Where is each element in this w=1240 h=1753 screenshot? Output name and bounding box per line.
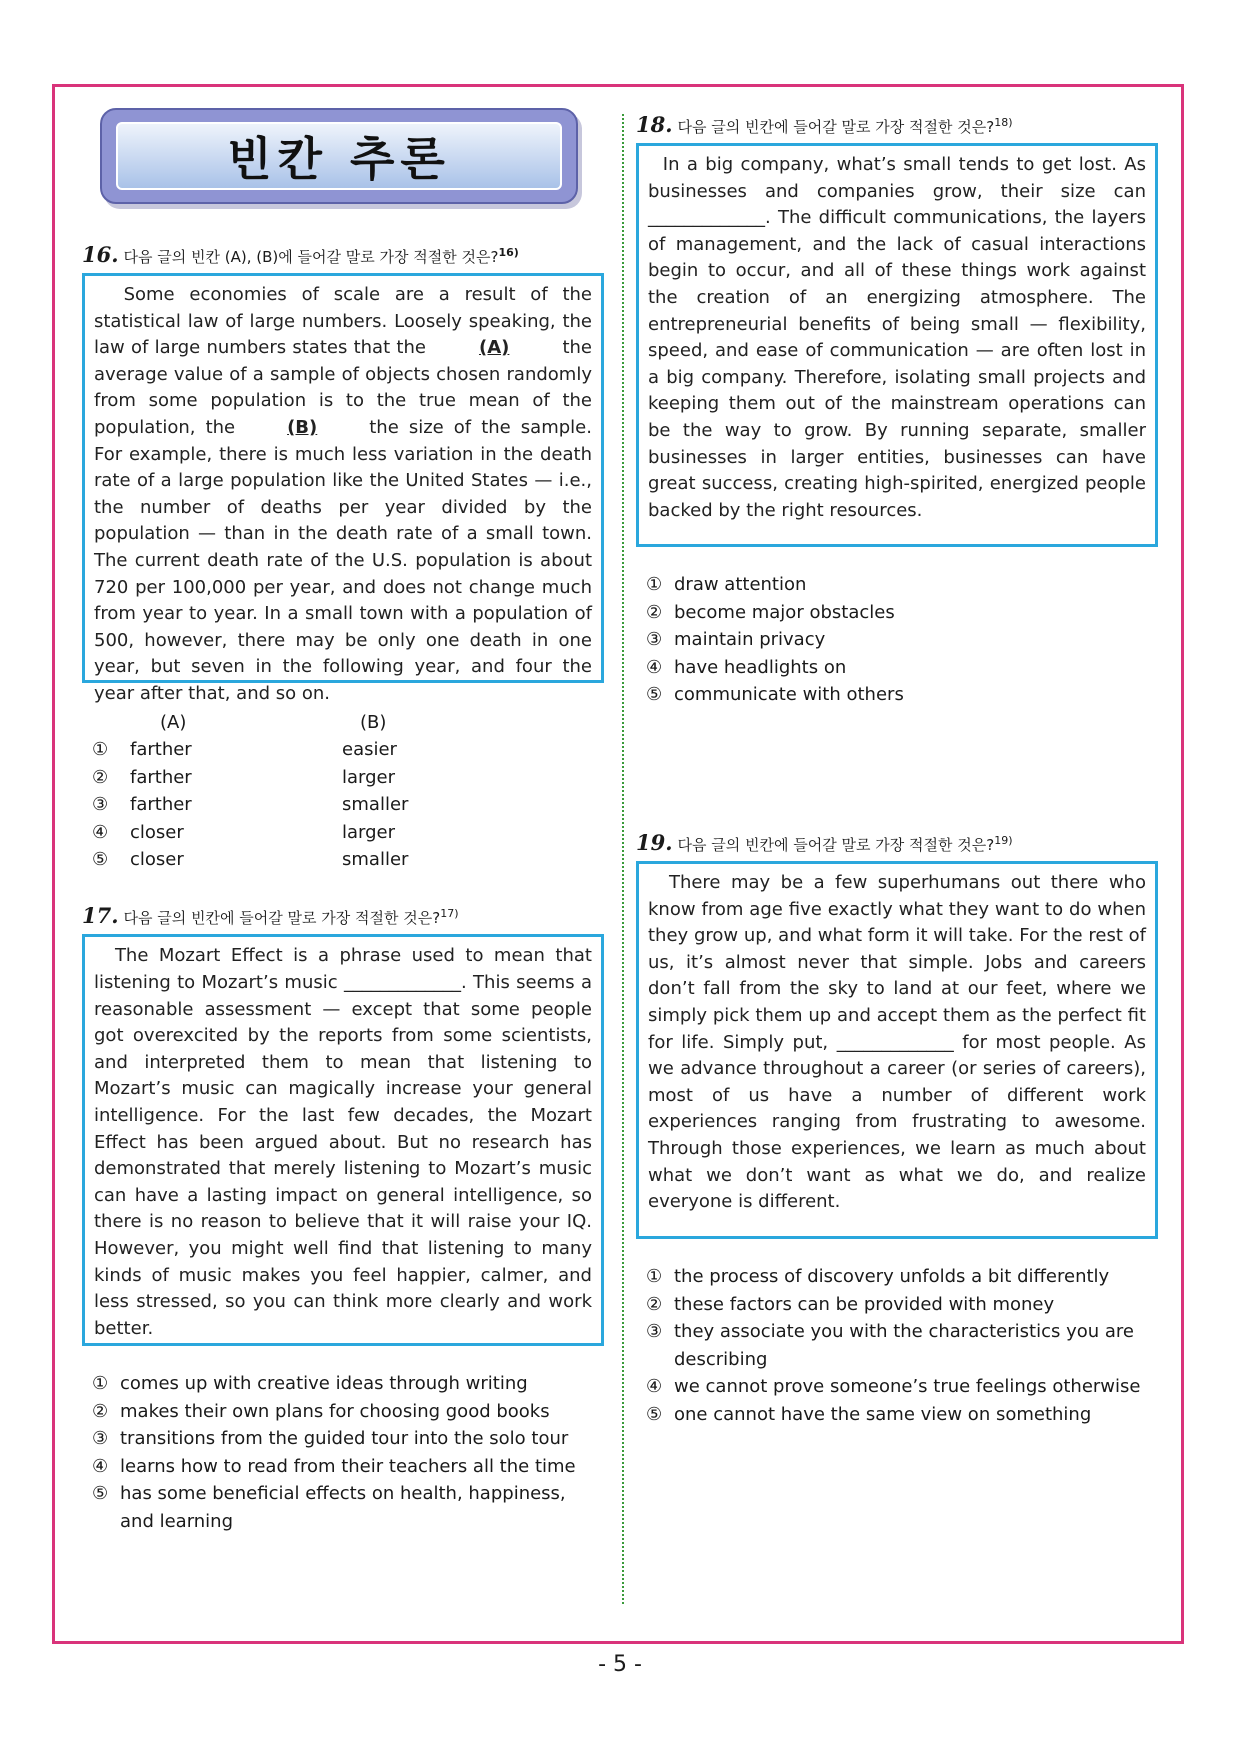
option-a-value: farther xyxy=(130,766,192,788)
option-text: we cannot prove someone’s true feelings otherwise xyxy=(674,1376,1141,1397)
option-mark: ⑤ xyxy=(92,849,109,871)
blank-a xyxy=(434,335,554,362)
option-text: learns how to read from their teachers all the time xyxy=(120,1455,576,1477)
option-mark: ② xyxy=(646,601,663,623)
option-text: comes up with creative ideas through writing xyxy=(120,1373,528,1395)
question-19 xyxy=(636,830,1158,1428)
question-16-footnote: 16) xyxy=(498,246,519,259)
question-18-number: 18. xyxy=(636,112,673,137)
option-a-value: closer xyxy=(130,849,184,871)
option-text: one cannot have the same view on something xyxy=(674,1403,1092,1425)
question-17 xyxy=(82,903,604,1535)
passage-text: The Mozart Effect is a phrase used to mean that listening to Mozart’s music xyxy=(94,945,592,994)
question-18-instruction: 다음 글의 빈칸에 들어갈 말로 가장 적절한 것은? xyxy=(677,118,995,136)
option-mark: ⑤ xyxy=(92,1483,109,1505)
question-17-number: 17. xyxy=(82,903,119,929)
option-mark: ① xyxy=(92,1373,109,1395)
question-19-number: 19. xyxy=(636,830,673,855)
option-a-value: closer xyxy=(130,821,184,843)
blank-b-label: (B) xyxy=(287,416,318,438)
option-mark: ③ xyxy=(92,794,109,816)
option-4[interactable] xyxy=(636,654,1158,682)
option-text: has some beneficial effects on health, happiness, and learning xyxy=(120,1483,566,1532)
column-divider xyxy=(622,114,624,1604)
option-text: have headlights on xyxy=(674,656,847,678)
option-3[interactable] xyxy=(636,1318,1158,1373)
option-5[interactable] xyxy=(82,846,604,873)
option-2[interactable] xyxy=(636,1291,1158,1319)
option-text: draw attention xyxy=(674,574,807,595)
option-b-value: smaller xyxy=(342,849,409,871)
option-mark: ① xyxy=(646,1266,663,1287)
options-header-row xyxy=(82,709,604,736)
question-17-instruction: 다음 글의 빈칸에 들어갈 말로 가장 적절한 것은? xyxy=(123,909,441,928)
blank-a-label: (A) xyxy=(478,337,510,359)
passage-text: In a big company, what’s small tends to get lost. As businesses and companies grow, their size can xyxy=(648,154,1147,202)
option-mark: ⑤ xyxy=(646,684,663,705)
question-18 xyxy=(636,112,1158,709)
option-4[interactable] xyxy=(636,1373,1158,1401)
option-4[interactable] xyxy=(82,819,604,846)
question-18-header xyxy=(636,112,1158,137)
question-17-header xyxy=(82,903,604,928)
option-mark: ① xyxy=(92,739,109,761)
option-mark: ④ xyxy=(92,821,109,843)
question-17-options xyxy=(82,1370,604,1535)
option-text: the process of discovery unfolds a bit differently xyxy=(674,1266,1110,1287)
option-text: transitions from the guided tour into the solo tour xyxy=(120,1428,569,1450)
option-b-value: easier xyxy=(342,739,397,761)
passage-text: Some economies of scale are a result of the statistical law of large numbers. Loosely speaking, the law of large numbers states that the xyxy=(94,284,592,359)
option-text: become major obstacles xyxy=(674,601,895,623)
option-1[interactable] xyxy=(636,1263,1158,1291)
passage-text: for most people. As we advance throughout a career (or series of careers), most of us have a number of different work experiences ranging from frustrating to awesome. Through those experiences, we learn as much about what we don’t want as what we do, and realize everyone is different. xyxy=(648,1031,1146,1213)
column-b-header: (B) xyxy=(360,712,387,733)
question-17-passage xyxy=(82,934,604,1346)
question-19-passage xyxy=(636,861,1158,1239)
option-mark: ② xyxy=(646,1293,663,1315)
option-mark: ⑤ xyxy=(646,1403,663,1425)
option-mark: ③ xyxy=(646,629,663,650)
option-b-value: smaller xyxy=(342,794,409,816)
option-5[interactable] xyxy=(636,1401,1158,1429)
section-title-banner xyxy=(100,108,578,204)
option-mark: ④ xyxy=(92,1455,109,1477)
option-2[interactable] xyxy=(82,764,604,791)
section-title-inner xyxy=(116,122,562,190)
option-mark: ① xyxy=(646,574,663,595)
option-mark: ④ xyxy=(646,656,663,678)
question-16-number: 16. xyxy=(82,242,119,267)
left-column xyxy=(82,108,604,1535)
option-2[interactable] xyxy=(82,1398,604,1426)
blank: _____________ xyxy=(836,1031,954,1053)
option-1[interactable] xyxy=(636,571,1158,599)
option-mark: ③ xyxy=(646,1321,663,1342)
passage-text: the size of the sample. For example, there is much less variation in the death rate of a large population like the United States — i.e., the number of deaths per year divided by the population — than in the death rate of a small town. The current death rate of the U.S. population is about 720 per 100,000 per year, and does not change much from year to year. In a small town with a population of 500, however, there may be only one death in one year, but seven in the following year, and four the year after that, and so on. xyxy=(94,416,592,704)
option-5[interactable] xyxy=(636,681,1158,709)
question-16-header xyxy=(82,242,604,267)
option-3[interactable] xyxy=(82,791,604,818)
option-b-value: larger xyxy=(342,766,396,788)
blank-b xyxy=(247,415,357,442)
option-text: makes their own plans for choosing good books xyxy=(120,1400,550,1422)
option-5[interactable] xyxy=(82,1480,604,1535)
option-2[interactable] xyxy=(636,599,1158,627)
option-mark: ② xyxy=(92,766,109,788)
option-text: communicate with others xyxy=(674,684,904,705)
option-text: maintain privacy xyxy=(674,629,826,650)
option-3[interactable] xyxy=(82,1425,604,1453)
option-mark: ③ xyxy=(92,1428,109,1450)
passage-text: the average value of a sample of objects chosen randomly from some population is to the true mean of the population, the xyxy=(94,337,592,438)
question-19-instruction: 다음 글의 빈칸에 들어갈 말로 가장 적절한 것은? xyxy=(677,836,995,854)
question-16-instruction: 다음 글의 빈칸 (A), (B)에 들어갈 말로 가장 적절한 것은? xyxy=(123,248,499,266)
option-b-value: larger xyxy=(342,821,396,843)
option-1[interactable] xyxy=(82,736,604,763)
question-16-passage xyxy=(82,273,604,704)
question-19-header xyxy=(636,830,1158,855)
right-column xyxy=(636,112,1158,1425)
option-mark: ② xyxy=(92,1400,109,1422)
question-19-options xyxy=(636,1263,1158,1428)
column-a-header: (A) xyxy=(160,712,187,733)
blank: _____________ xyxy=(344,972,461,994)
question-16-options xyxy=(82,709,604,873)
option-3[interactable] xyxy=(636,626,1158,654)
option-1[interactable] xyxy=(82,1370,604,1398)
question-17-footnote: 17) xyxy=(440,907,459,921)
question-18-footnote: 18) xyxy=(994,116,1013,129)
question-16 xyxy=(82,242,604,873)
question-18-passage xyxy=(636,143,1158,547)
passage-text: There may be a few superhumans out there who know from age five exactly what they want to do when they grow up, and what form it will take. For the rest of us, it’s almost never that simple. Jobs and careers don’t fall from the sky to land at our feet, where we simply pick them up and accept them as the perfect fit for life. Simply put, xyxy=(648,872,1146,1053)
option-4[interactable] xyxy=(82,1453,604,1481)
option-mark: ④ xyxy=(646,1376,663,1397)
passage-text: . The difficult communications, the layers of management, and the lack of casual interactions begin to occur, and all of these things work against the creation of an energizing atmosphere. The entrepreneurial benefits of being small — flexibility, speed, and ease of communication — are often lost in a big company. Therefore, isolating small projects and keeping them out of the mainstream operations can be the way to grow. By running separate, smaller businesses in larger entities, businesses can have great success, creating high-spirited, energized people backed by the right resources. xyxy=(648,207,1146,521)
option-a-value: farther xyxy=(130,794,192,816)
page-number: - 5 - xyxy=(598,1652,642,1677)
option-text: these factors can be provided with money xyxy=(674,1293,1055,1315)
blank: _____________ xyxy=(648,207,765,229)
option-a-value: farther xyxy=(130,739,192,761)
option-text: they associate you with the characteristics you are describing xyxy=(674,1321,1134,1370)
question-19-footnote: 19) xyxy=(994,834,1013,847)
question-18-options xyxy=(636,571,1158,709)
section-title: 빈칸 추론 xyxy=(227,132,451,186)
passage-text: . This seems a reasonable assessment — except that some people got overexcited by the reports from some scientists, and interpreted them to mean that listening to Mozart’s music can magically increase your general intelligence. For the last few decades, the Mozart Effect has been argued about. But no research has demonstrated that merely listening to Mozart’s music can have a lasting impact on general intelligence, so there is no reason to believe that it will raise your IQ. However, you might well find that listening to many kinds of music makes you feel happier, calmer, and less stressed, so you can think more clearly and work better. xyxy=(94,972,592,1339)
